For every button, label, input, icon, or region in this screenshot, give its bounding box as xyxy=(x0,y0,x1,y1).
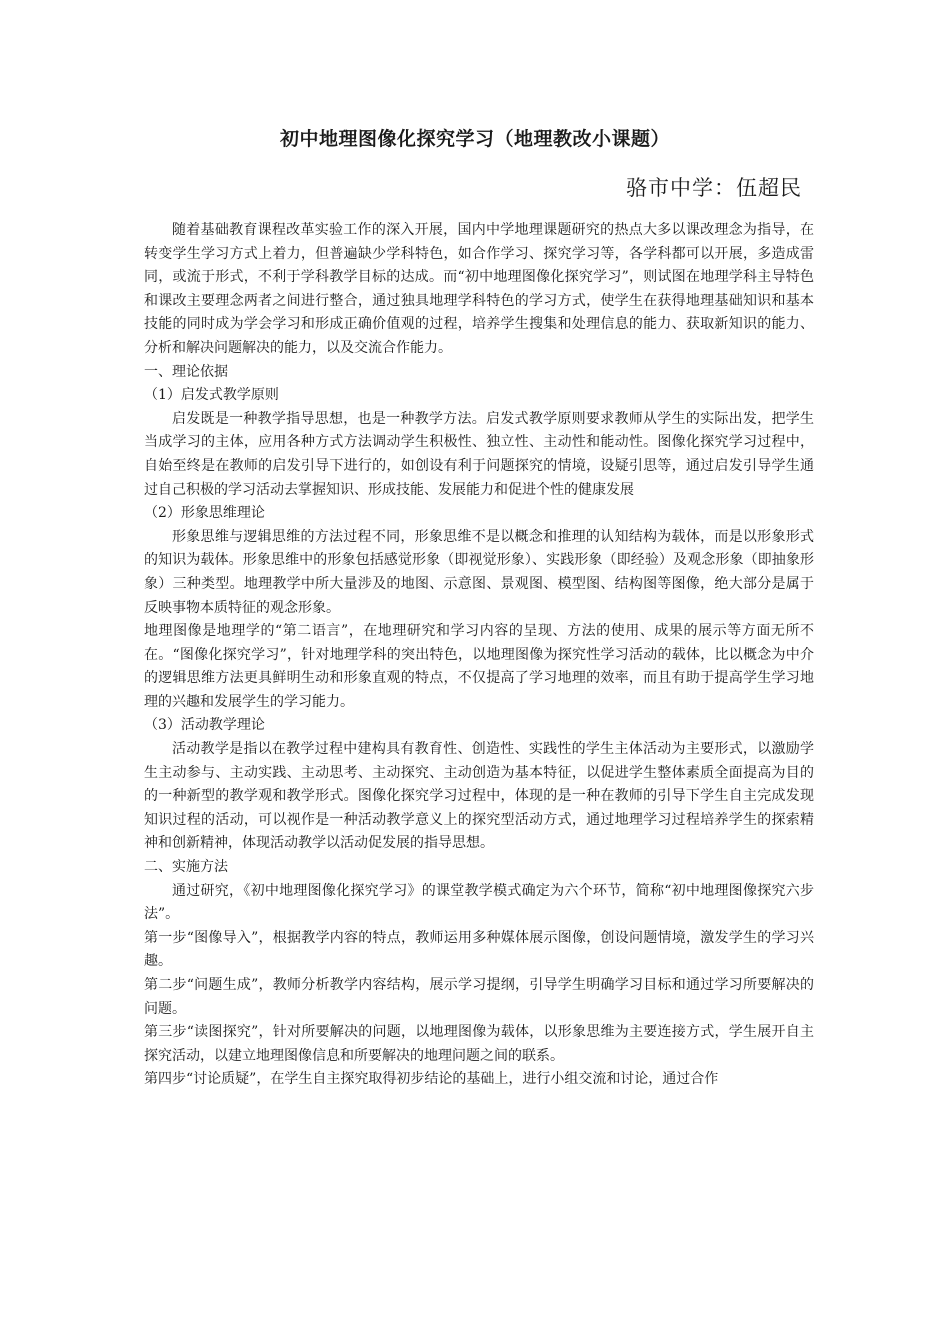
paragraph-methods-intro: 通过研究，《初中地理图像化探究学习》的课堂教学模式确定为六个环节，简称“初中地理图像探究六步法”。 xyxy=(144,882,814,923)
document-title: 初中地理图像化探究学习（地理教改小课题） xyxy=(279,128,670,150)
section-heading-theory: 一、理论依据 xyxy=(144,363,228,380)
section-heading-methods: 二、实施方法 xyxy=(144,859,228,876)
paragraph-activity-teaching: 活动教学是指以在教学过程中建构具有教育性、创造性、实践性的学生主体活动为主要形式，以激励学生主动参与、主动实践、主动思考、主动探究、主动创造为基本特征，以促进学生整体素质全面提高为目的的一种新型的教学观和教学形式。图像化探究学习过程中，体现的是一种在教师的引导下学生自主完成发现知识过程的活动，可以视作是一种活动教学意义上的探究型活动方式，通过地理学习过程培养学生的探索精神和创新精神，体现活动教学以活动促发展的指导思想。 xyxy=(144,741,814,852)
step-two: 第二步“问题生成”，教师分析教学内容结构，展示学习提纲，引导学生明确学习目标和通过学习所要解决的问题。 xyxy=(144,977,814,1017)
step-three: 第三步“读图探究”，针对所要解决的问题，以地理图像为载体，以形象思维为主要连接方式，学生展开自主探究活动，以建立地理图像信息和所要解决的地理问题之间的联系。 xyxy=(144,1024,814,1064)
paragraph-geo-images: 地理图像是地理学的“第二语言”，在地理研究和学习内容的呈现、方法的使用、成果的展示等方面无所不在。“图像化探究学习”，针对地理学科的突出特色，以地理图像为探究性学习活动的载体，比以概念为中介的逻辑思维方法更具鲜明生动和形象直观的特点，不仅提高了学习地理的效率，而且有助于提高学生学习地理的兴趣和发展学生的学习能力。 xyxy=(144,623,814,710)
step-four: 第四步“讨论质疑”，在学生自主探究取得初步结论的基础上，进行小组交流和讨论，通过合作 xyxy=(144,1071,719,1088)
document-author: 骆市中学：伍超民 xyxy=(626,176,802,200)
subheading-heuristic: （1）启发式教学原则 xyxy=(144,387,279,404)
document-body xyxy=(144,219,814,1092)
subheading-activity-teaching: （3）活动教学理论 xyxy=(144,717,265,734)
paragraph-heuristic: 启发既是一种教学指导思想，也是一种教学方法。启发式教学原则要求教师从学生的实际出发，把学生当成学习的主体，应用各种方式方法调动学生积极性、独立性、主动性和能动性。图像化探究学习过程中，自始至终是在教师的启发引导下进行的，如创设有利于问题探究的情境，设疑引思等，通过启发引导学生通过自己积极的学习活动去掌握知识、形成技能、发展能力和促进个性的健康发展 xyxy=(144,410,814,498)
intro-paragraph: 随着基础教育课程改革实验工作的深入开展，国内中学地理课题研究的热点大多以课改理念为指导，在转变学生学习方式上着力，但普遍缺少学科特色，如合作学习、探究学习等，各学科都可以开展，多造成雷同，或流于形式，不利于学科教学目标的达成。而“初中地理图像化探究学习”，则试图在地理学科主导特色和课改主要理念两者之间进行整合，通过独具地理学科特色的学习方式，使学生在获得地理基础知识和基本技能的同时成为学会学习和形成正确价值观的过程，培养学生搜集和处理信息的能力、获取新知识的能力、分析和解决问题解决的能力，以及交流合作能力。 xyxy=(144,222,814,356)
step-one: 第一步“图像导入”，根据教学内容的特点，教师运用多种媒体展示图像，创设问题情境，激发学生的学习兴趣。 xyxy=(144,929,814,970)
paragraph-imagery-thinking: 形象思维与逻辑思维的方法过程不同，形象思维不是以概念和推理的认知结构为载体，而是以形象形式的知识为载体。形象思维中的形象包括感觉形象（即视觉形象）、实践形象（即经验）及观念形象（即抽象形象）三种类型。地理教学中所大量涉及的地图、示意图、景观图、模型图、结构图等图像，绝大部分是属于反映事物本质特征的观念形象。 xyxy=(144,528,814,616)
subheading-imagery-thinking: （2）形象思维理论 xyxy=(144,505,265,522)
